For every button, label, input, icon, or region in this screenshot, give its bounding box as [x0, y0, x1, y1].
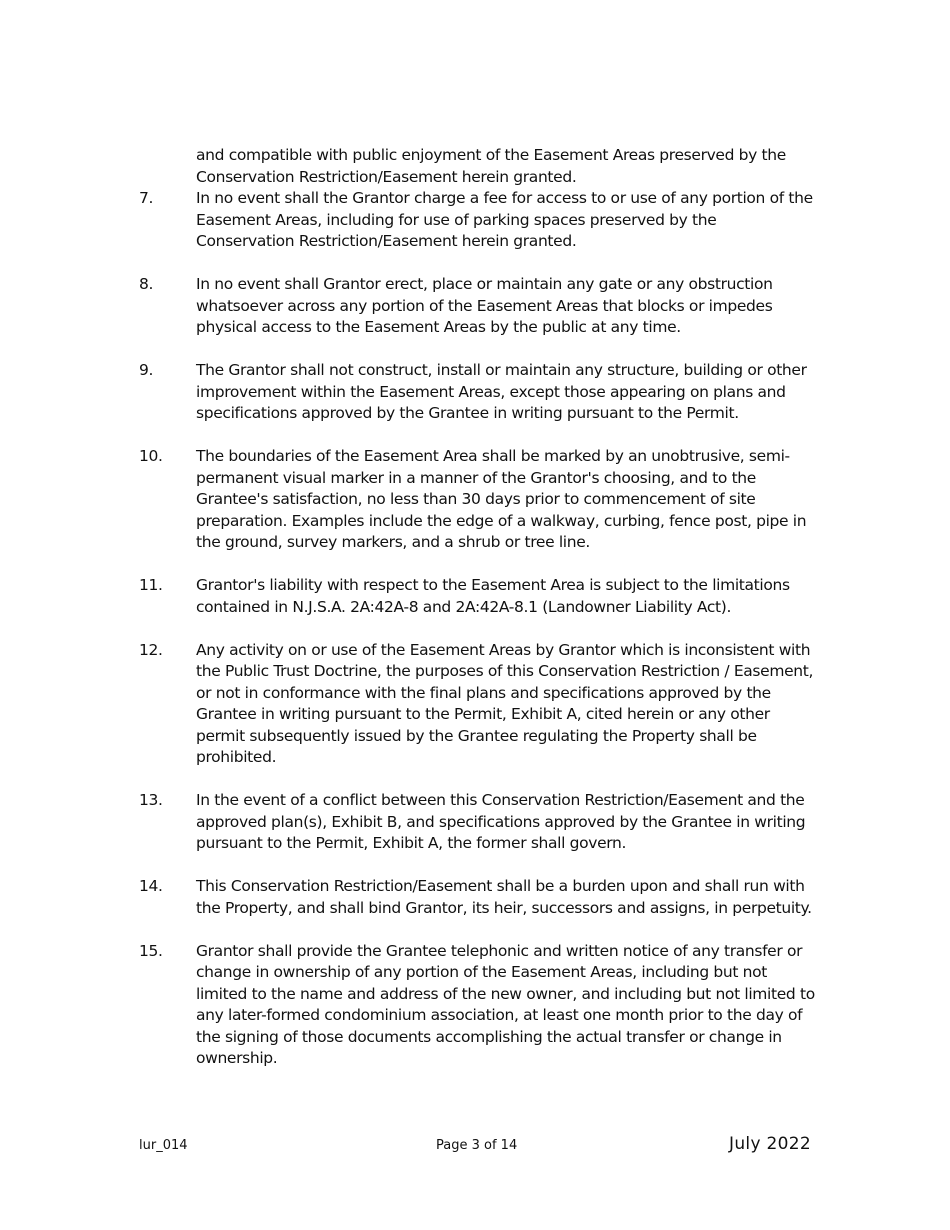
- list-item: [139, 188, 819, 253]
- item-number: 10.: [139, 447, 163, 465]
- list-item: [139, 274, 819, 339]
- item-text: Grantor's liability with respect to the Easement Area is subject to the limitations contained in N.J.S.A. 2A:42A-8 and 2A:42A-8.1 (Landowner Liability Act).: [196, 576, 790, 616]
- item-text: The Grantor shall not construct, install or maintain any structure, building or other improvement within the Easement Areas, except those appearing on plans and specifications approved by the Grantee in writing pursuant to the Permit.: [196, 361, 807, 422]
- list-item: [139, 575, 819, 618]
- item-text: In no event shall the Grantor charge a fee for access to or use of any portion of the Easement Areas, including for use of parking spaces preserved by the Conservation Restriction/Easement herein granted.: [196, 189, 813, 250]
- item-number: 13.: [139, 791, 163, 809]
- item-number: 11.: [139, 576, 163, 594]
- list-item: [139, 941, 819, 1070]
- item-text: In no event shall Grantor erect, place or maintain any gate or any obstruction whatsoever across any portion of the Easement Areas that blocks or impedes physical access to the Easement Areas by the public at any time.: [196, 275, 773, 336]
- list-item: [139, 360, 819, 425]
- item-text: The boundaries of the Easement Area shall be marked by an unobtrusive, semi-permanent visual marker in a manner of the Grantor's choosing, and to the Grantee's satisfaction, no less than 30 days prior to commencement of site preparation. Examples include the edge of a walkway, curbing, fence post, pipe in the ground, survey markers, and a shrub or tree line.: [196, 447, 807, 551]
- footer-date: July 2022: [729, 1134, 811, 1154]
- item-number: 8.: [139, 275, 154, 293]
- item-number: 14.: [139, 877, 163, 895]
- item-number: 15.: [139, 941, 163, 960]
- item-number: 7.: [139, 189, 154, 207]
- continuation-paragraph: and compatible with public enjoyment of the Easement Areas preserved by the Conservation Restriction/Easement herein granted.: [196, 146, 786, 186]
- list-item: [139, 640, 819, 769]
- item-number: 12.: [139, 640, 163, 659]
- list-item: [139, 790, 819, 855]
- item-text: Grantor shall provide the Grantee telephonic and written notice of any transfer or change in ownership of any portion of the Easement Areas, including but not limited to the name and address of the new owner, and including but not limited to any later-formed condominium association, at least one month prior to the day of the signing of those documents accomplishing the actual transfer or change in ownership.: [196, 941, 815, 1067]
- item-number: 9.: [139, 361, 154, 379]
- list-item: [139, 876, 819, 919]
- list-item: [139, 446, 819, 554]
- form-id: lur_014: [139, 1138, 188, 1153]
- page-number: Page 3 of 14: [436, 1138, 518, 1153]
- item-text: Any activity on or use of the Easement Areas by Grantor which is inconsistent with the Public Trust Doctrine, the purposes of this Conservation Restriction / Easement, or not in conformance with the final plans and specifications approved by the Grantee in writing pursuant to the Permit, Exhibit A, cited herein or any other permit subsequently issued by the Grantee regulating the Property shall be prohibited.: [196, 640, 814, 766]
- item-text: In the event of a conflict between this Conservation Restriction/Easement and the approved plan(s), Exhibit B, and specifications approved by the Grantee in writing pursuant to the Permit, Exhibit A, the former shall govern.: [196, 791, 806, 852]
- page-footer: [139, 1136, 811, 1158]
- document-body: [139, 145, 819, 1091]
- item-text: This Conservation Restriction/Easement shall be a burden upon and shall run with the Property, and shall bind Grantor, its heir, successors and assigns, in perpetuity.: [196, 877, 812, 917]
